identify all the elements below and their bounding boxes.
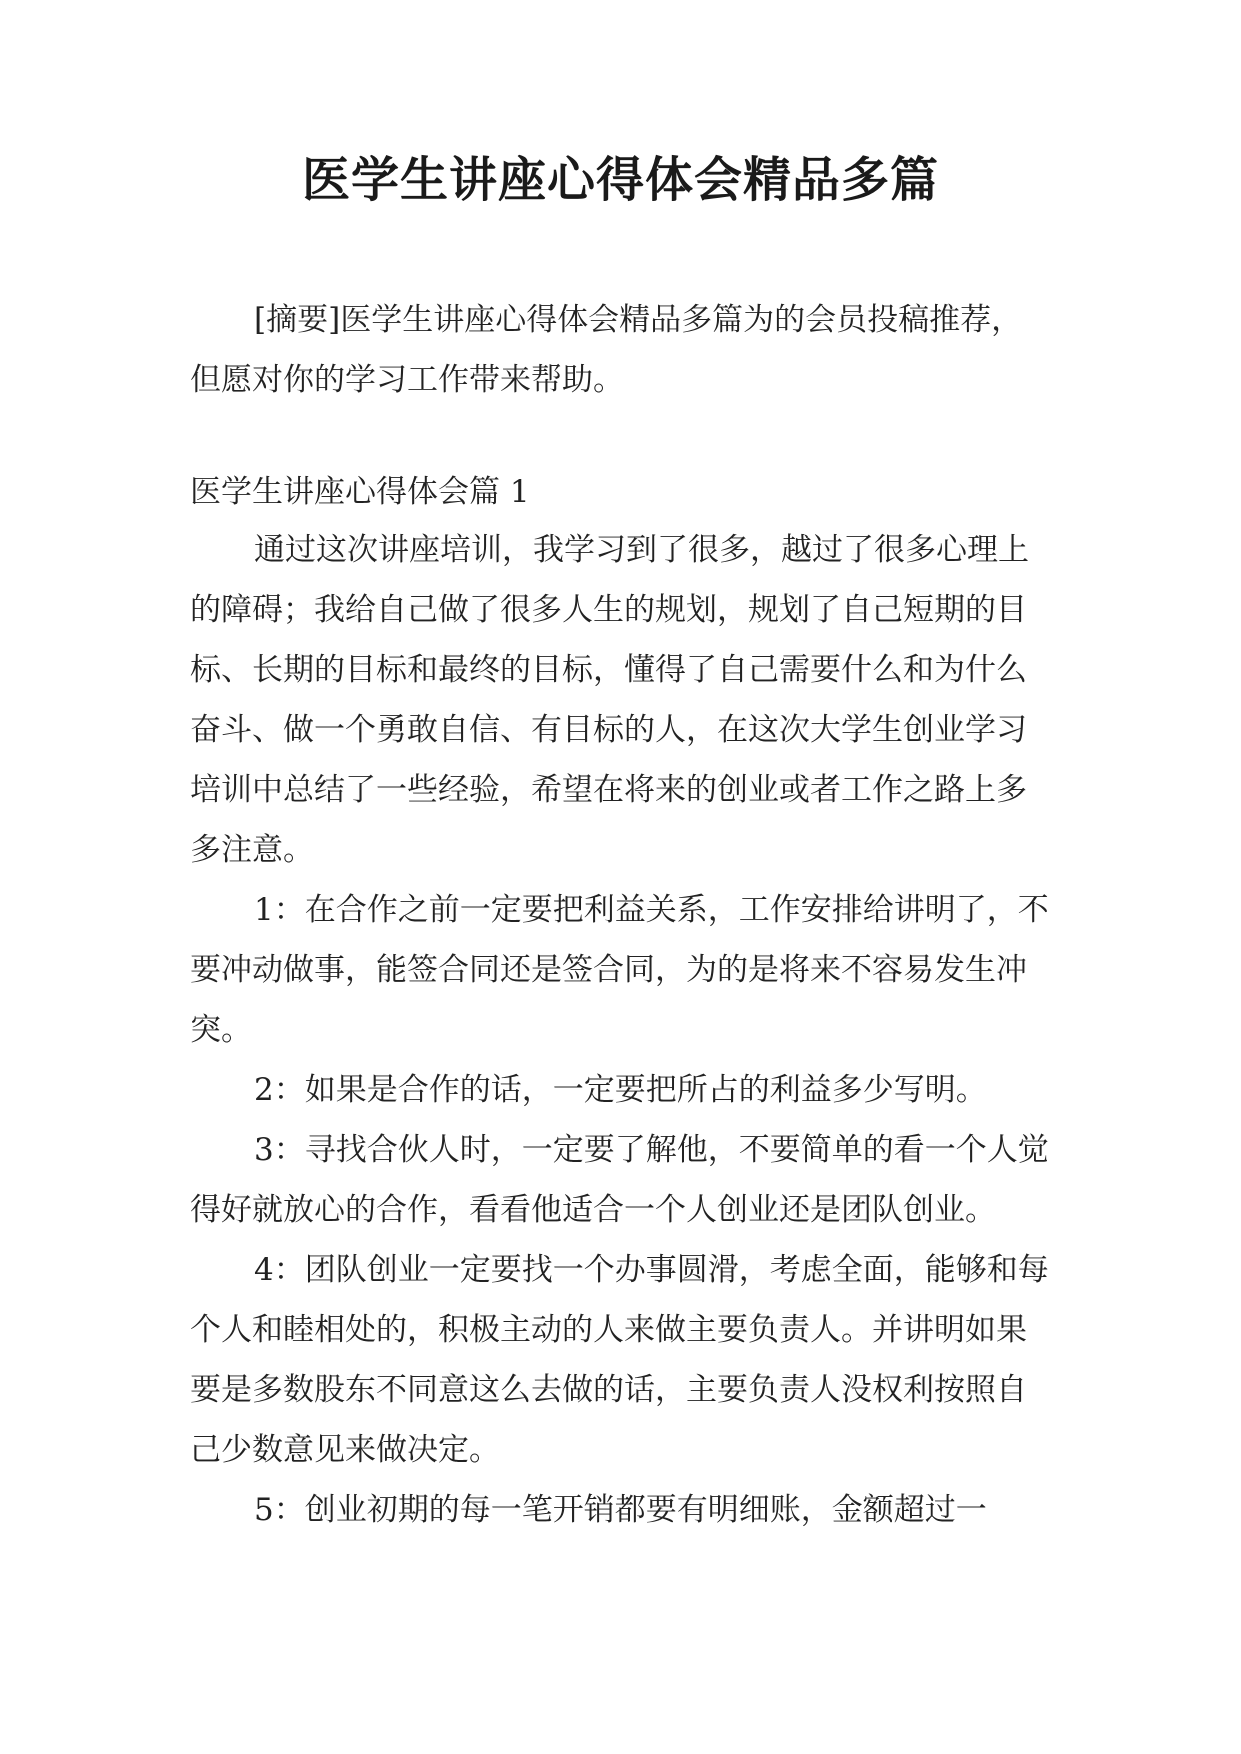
document-title: 医学生讲座心得体会精品多篇 bbox=[301, 152, 939, 208]
body-paragraph: 通过这次讲座培训，我学习到了很多，越过了很多心理上的障碍；我给自己做了很多人生的规划，规划了自己短期的目标、长期的目标和最终的目标，懂得了自己需要什么和为什么奋斗、做一个勇敢自信、有目标的人，在这次大学生创业学习培训中总结了一些经验，希望在将来的创业或者工作之路上多多注意。 bbox=[190, 532, 1029, 868]
abstract-paragraph: [摘要]医学生讲座心得体会精品多篇为的会员投稿推荐，但愿对你的学习工作带来帮助。 bbox=[190, 302, 1023, 398]
body-paragraph: 2：如果是合作的话，一定要把所占的利益多少写明。 bbox=[254, 1072, 987, 1108]
body-paragraph: 3：寻找合伙人时，一定要了解他，不要简单的看一个人觉得好就放心的合作，看看他适合一个人创业还是团队创业。 bbox=[190, 1132, 1049, 1228]
section-content bbox=[190, 520, 1050, 1540]
body-paragraph: 5：创业初期的每一笔开销都要有明细账，金额超过一 bbox=[254, 1492, 987, 1528]
body-paragraph: 4：团队创业一定要找一个办事圆滑，考虑全面，能够和每个人和睦相处的，积极主动的人来做主要负责人。并讲明如果要是多数股东不同意这么去做的话，主要负责人没权利按照自己少数意见来做决定。 bbox=[190, 1252, 1049, 1468]
section-heading: 医学生讲座心得体会篇 1 bbox=[190, 474, 530, 510]
body-paragraph: 1：在合作之前一定要把利益关系，工作安排给讲明了，不要冲动做事，能签合同还是签合同，为的是将来不容易发生冲突。 bbox=[190, 892, 1049, 1048]
